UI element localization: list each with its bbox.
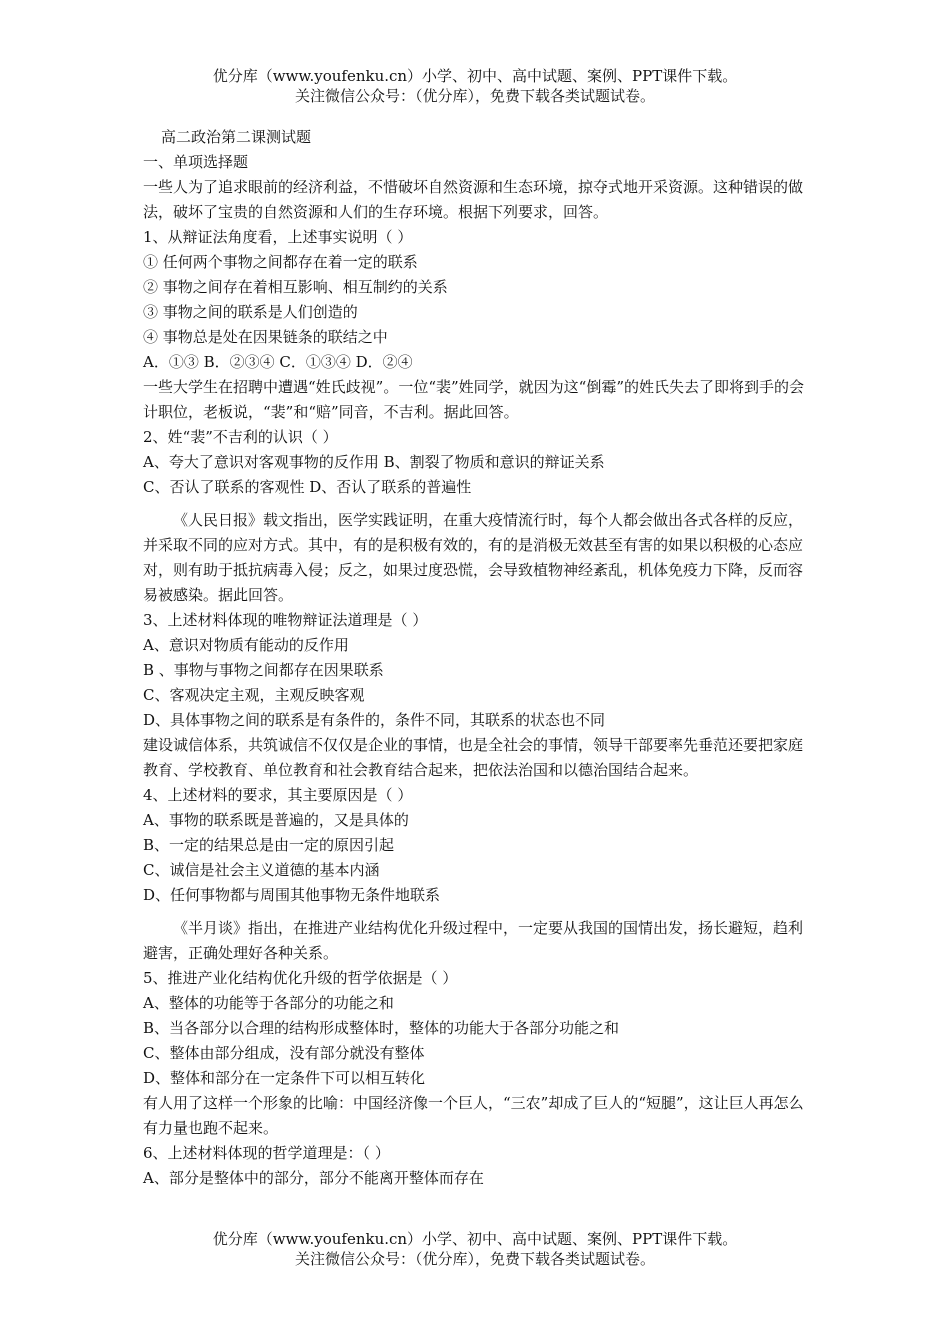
header-line-1: 优分库（www.youfenku.cn）小学、初中、高中试题、案例、PPT课件下载。 — [212, 67, 738, 85]
answer-choices: C、否认了联系的客观性 D、否认了联系的普遍性 — [143, 478, 472, 496]
footer-line-2: 关注微信公众号：（优分库），免费下载各类试题试卷。 — [294, 1250, 655, 1268]
answer-option: A、部分是整体中的部分，部分不能离开整体而存在 — [143, 1169, 484, 1187]
answer-option: C、诚信是社会主义道德的基本内涵 — [143, 861, 380, 879]
statement-option: ① 任何两个事物之间都存在着一定的联系 — [143, 253, 418, 271]
answer-option: A、整体的功能等于各部分的功能之和 — [143, 994, 394, 1012]
document-body — [143, 125, 807, 1191]
question-5: 5、推进产业化结构优化升级的哲学依据是（ ） — [143, 969, 458, 987]
material-paragraph-6: 有人用了这样一个形象的比喻：中国经济像一个巨人，“三农”却成了巨人的“短腿”，这让巨人再怎么有力量也跑不起来。 — [143, 1094, 804, 1137]
material-paragraph-4: 建设诚信体系，共筑诚信不仅仅是企业的事情，也是全社会的事情，领导干部要率先垂范还要把家庭教育、学校教育、单位教育和社会教育结合起来，把依法治国和以德治国结合起来。 — [143, 736, 804, 779]
statement-option: ② 事物之间存在着相互影响、相互制约的关系 — [143, 278, 448, 296]
answer-option: B 、事物与事物之间都存在因果联系 — [143, 661, 384, 679]
statement-option: ④ 事物总是处在因果链条的联结之中 — [143, 328, 388, 346]
question-3: 3、上述材料体现的唯物辩证法道理是（ ） — [143, 611, 428, 629]
answer-option: A、意识对物质有能动的反作用 — [143, 636, 349, 654]
material-paragraph-1: 一些人为了追求眼前的经济利益，不惜破坏自然资源和生态环境，掠夺式地开采资源。这种错误的做法，破坏了宝贵的自然资源和人们的生存环境。根据下列要求，回答。 — [143, 178, 804, 221]
answer-option: A、事物的联系既是普遍的，又是具体的 — [143, 811, 409, 829]
material-paragraph-3: 《人民日报》载文指出，医学实践证明，在重大疫情流行时，每个人都会做出各式各样的反应，并采取不同的应对方式。其中，有的是积极有效的，有的是消极无效甚至有害的如果以积极的心态应对，则有助于抵抗病毒入侵；反之，如果过度恐慌，会导致植物神经紊乱，机体免疫力下降，反而容易被感染。据此回答。 — [143, 511, 804, 604]
answer-option: D、具体事物之间的联系是有条件的，条件不同，其联系的状态也不同 — [143, 711, 606, 729]
answer-choices: A．①③ B．②③④ C．①③④ D．②④ — [143, 353, 413, 371]
page-footer — [0, 1229, 950, 1269]
answer-choices: A、夸大了意识对客观事物的反作用 B、割裂了物质和意识的辩证关系 — [143, 453, 605, 471]
answer-option: C、客观决定主观，主观反映客观 — [143, 686, 365, 704]
document-title: 高二政治第二课测试题 — [161, 128, 312, 146]
material-paragraph-2: 一些大学生在招聘中遭遇“姓氏歧视”。一位“裴”姓同学，就因为这“倒霉”的姓氏失去了即将到手的会计职位，老板说，“裴”和“赔”同音，不吉利。据此回答。 — [143, 378, 805, 421]
header-line-2: 关注微信公众号：（优分库），免费下载各类试题试卷。 — [294, 87, 655, 105]
question-1: 1、从辩证法角度看，上述事实说明（ ） — [143, 228, 413, 246]
section-heading: 一、单项选择题 — [143, 153, 249, 171]
answer-option: D、任何事物都与周围其他事物无条件地联系 — [143, 886, 441, 904]
answer-option: B、当各部分以合理的结构形成整体时，整体的功能大于各部分功能之和 — [143, 1019, 620, 1037]
answer-option: B、一定的结果总是由一定的原因引起 — [143, 836, 395, 854]
page-header — [0, 66, 950, 106]
material-paragraph-5: 《半月谈》指出，在推进产业结构优化升级过程中，一定要从我国的国情出发，扬长避短，趋利避害，正确处理好各种关系。 — [143, 919, 804, 962]
footer-line-1: 优分库（www.youfenku.cn）小学、初中、高中试题、案例、PPT课件下载。 — [212, 1230, 738, 1248]
question-6: 6、上述材料体现的哲学道理是：（ ） — [143, 1144, 390, 1162]
question-4: 4、上述材料的要求，其主要原因是（ ） — [143, 786, 413, 804]
question-2: 2、姓“裴”不吉利的认识（ ） — [143, 428, 338, 446]
answer-option: D、整体和部分在一定条件下可以相互转化 — [143, 1069, 426, 1087]
answer-option: C、整体由部分组成，没有部分就没有整体 — [143, 1044, 425, 1062]
statement-option: ③ 事物之间的联系是人们创造的 — [143, 303, 358, 321]
